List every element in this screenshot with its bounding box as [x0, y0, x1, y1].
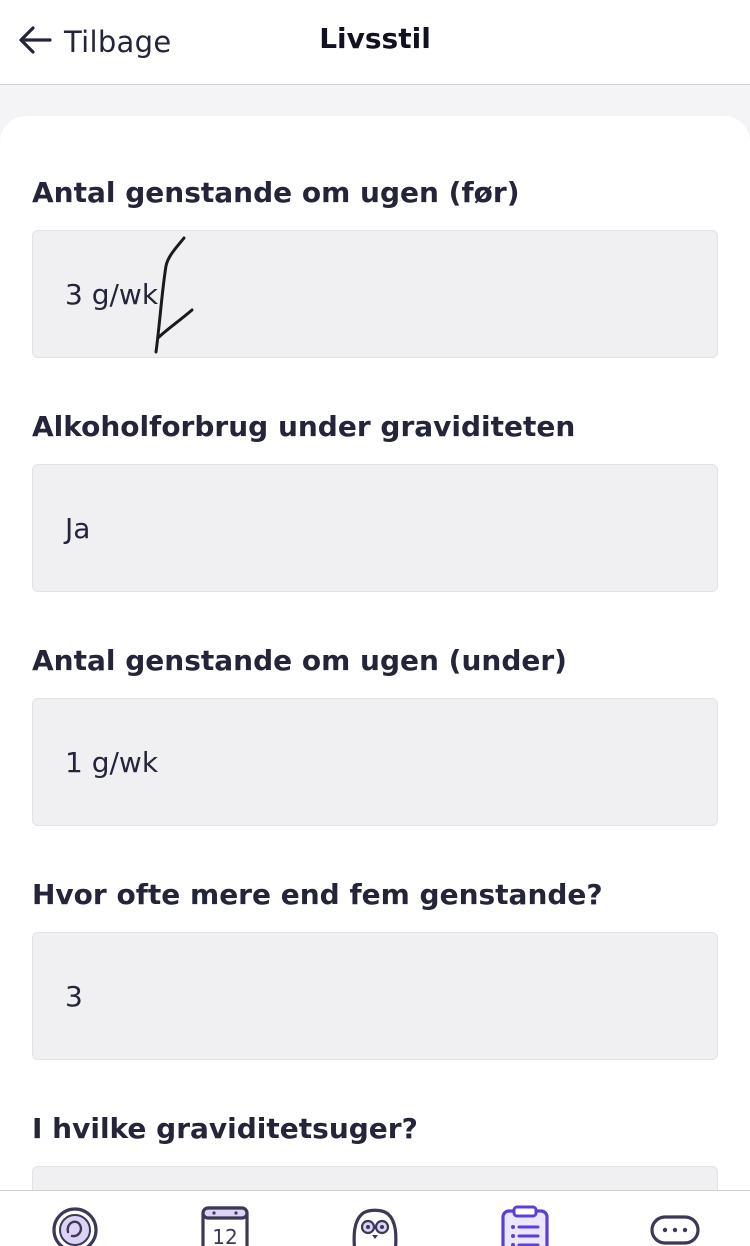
tab-bar — [0, 1190, 750, 1246]
page-title: Livsstil — [319, 22, 431, 55]
tab-baby[interactable] — [50, 1205, 100, 1246]
field-label-binge-frequency: Hvor ofte mere end fem genstande? — [32, 878, 603, 911]
calendar-day: 12 — [212, 1225, 238, 1246]
field-value: 1 g/wk — [65, 745, 159, 779]
field-drinks-before[interactable] — [32, 230, 718, 358]
field-value: 3 — [65, 979, 83, 1013]
field-label-drinks-before: Antal genstande om ugen (før) — [32, 176, 520, 209]
back-label: Tilbage — [64, 25, 172, 59]
calendar-icon — [200, 1205, 250, 1246]
field-drinks-during[interactable] — [32, 698, 718, 826]
clipboard-list-icon — [500, 1205, 550, 1246]
tab-calendar[interactable] — [200, 1205, 250, 1246]
header — [0, 0, 750, 85]
baby-icon — [50, 1205, 100, 1246]
field-label-alcohol-during: Alkoholforbrug under graviditeten — [32, 410, 576, 443]
tab-owl[interactable] — [350, 1205, 400, 1246]
field-label-pregnancy-weeks: I hvilke graviditetsuger? — [32, 1112, 418, 1145]
field-label-drinks-during: Antal genstande om ugen (under) — [32, 644, 567, 677]
field-alcohol-during[interactable] — [32, 464, 718, 592]
tab-records[interactable] — [500, 1205, 550, 1246]
field-value: Ja — [65, 511, 91, 545]
field-value: 3 g/wk — [65, 277, 159, 311]
owl-icon — [350, 1205, 400, 1246]
tab-chat[interactable] — [650, 1205, 700, 1246]
chat-bubble-icon — [650, 1205, 700, 1246]
field-binge-frequency[interactable] — [32, 932, 718, 1060]
